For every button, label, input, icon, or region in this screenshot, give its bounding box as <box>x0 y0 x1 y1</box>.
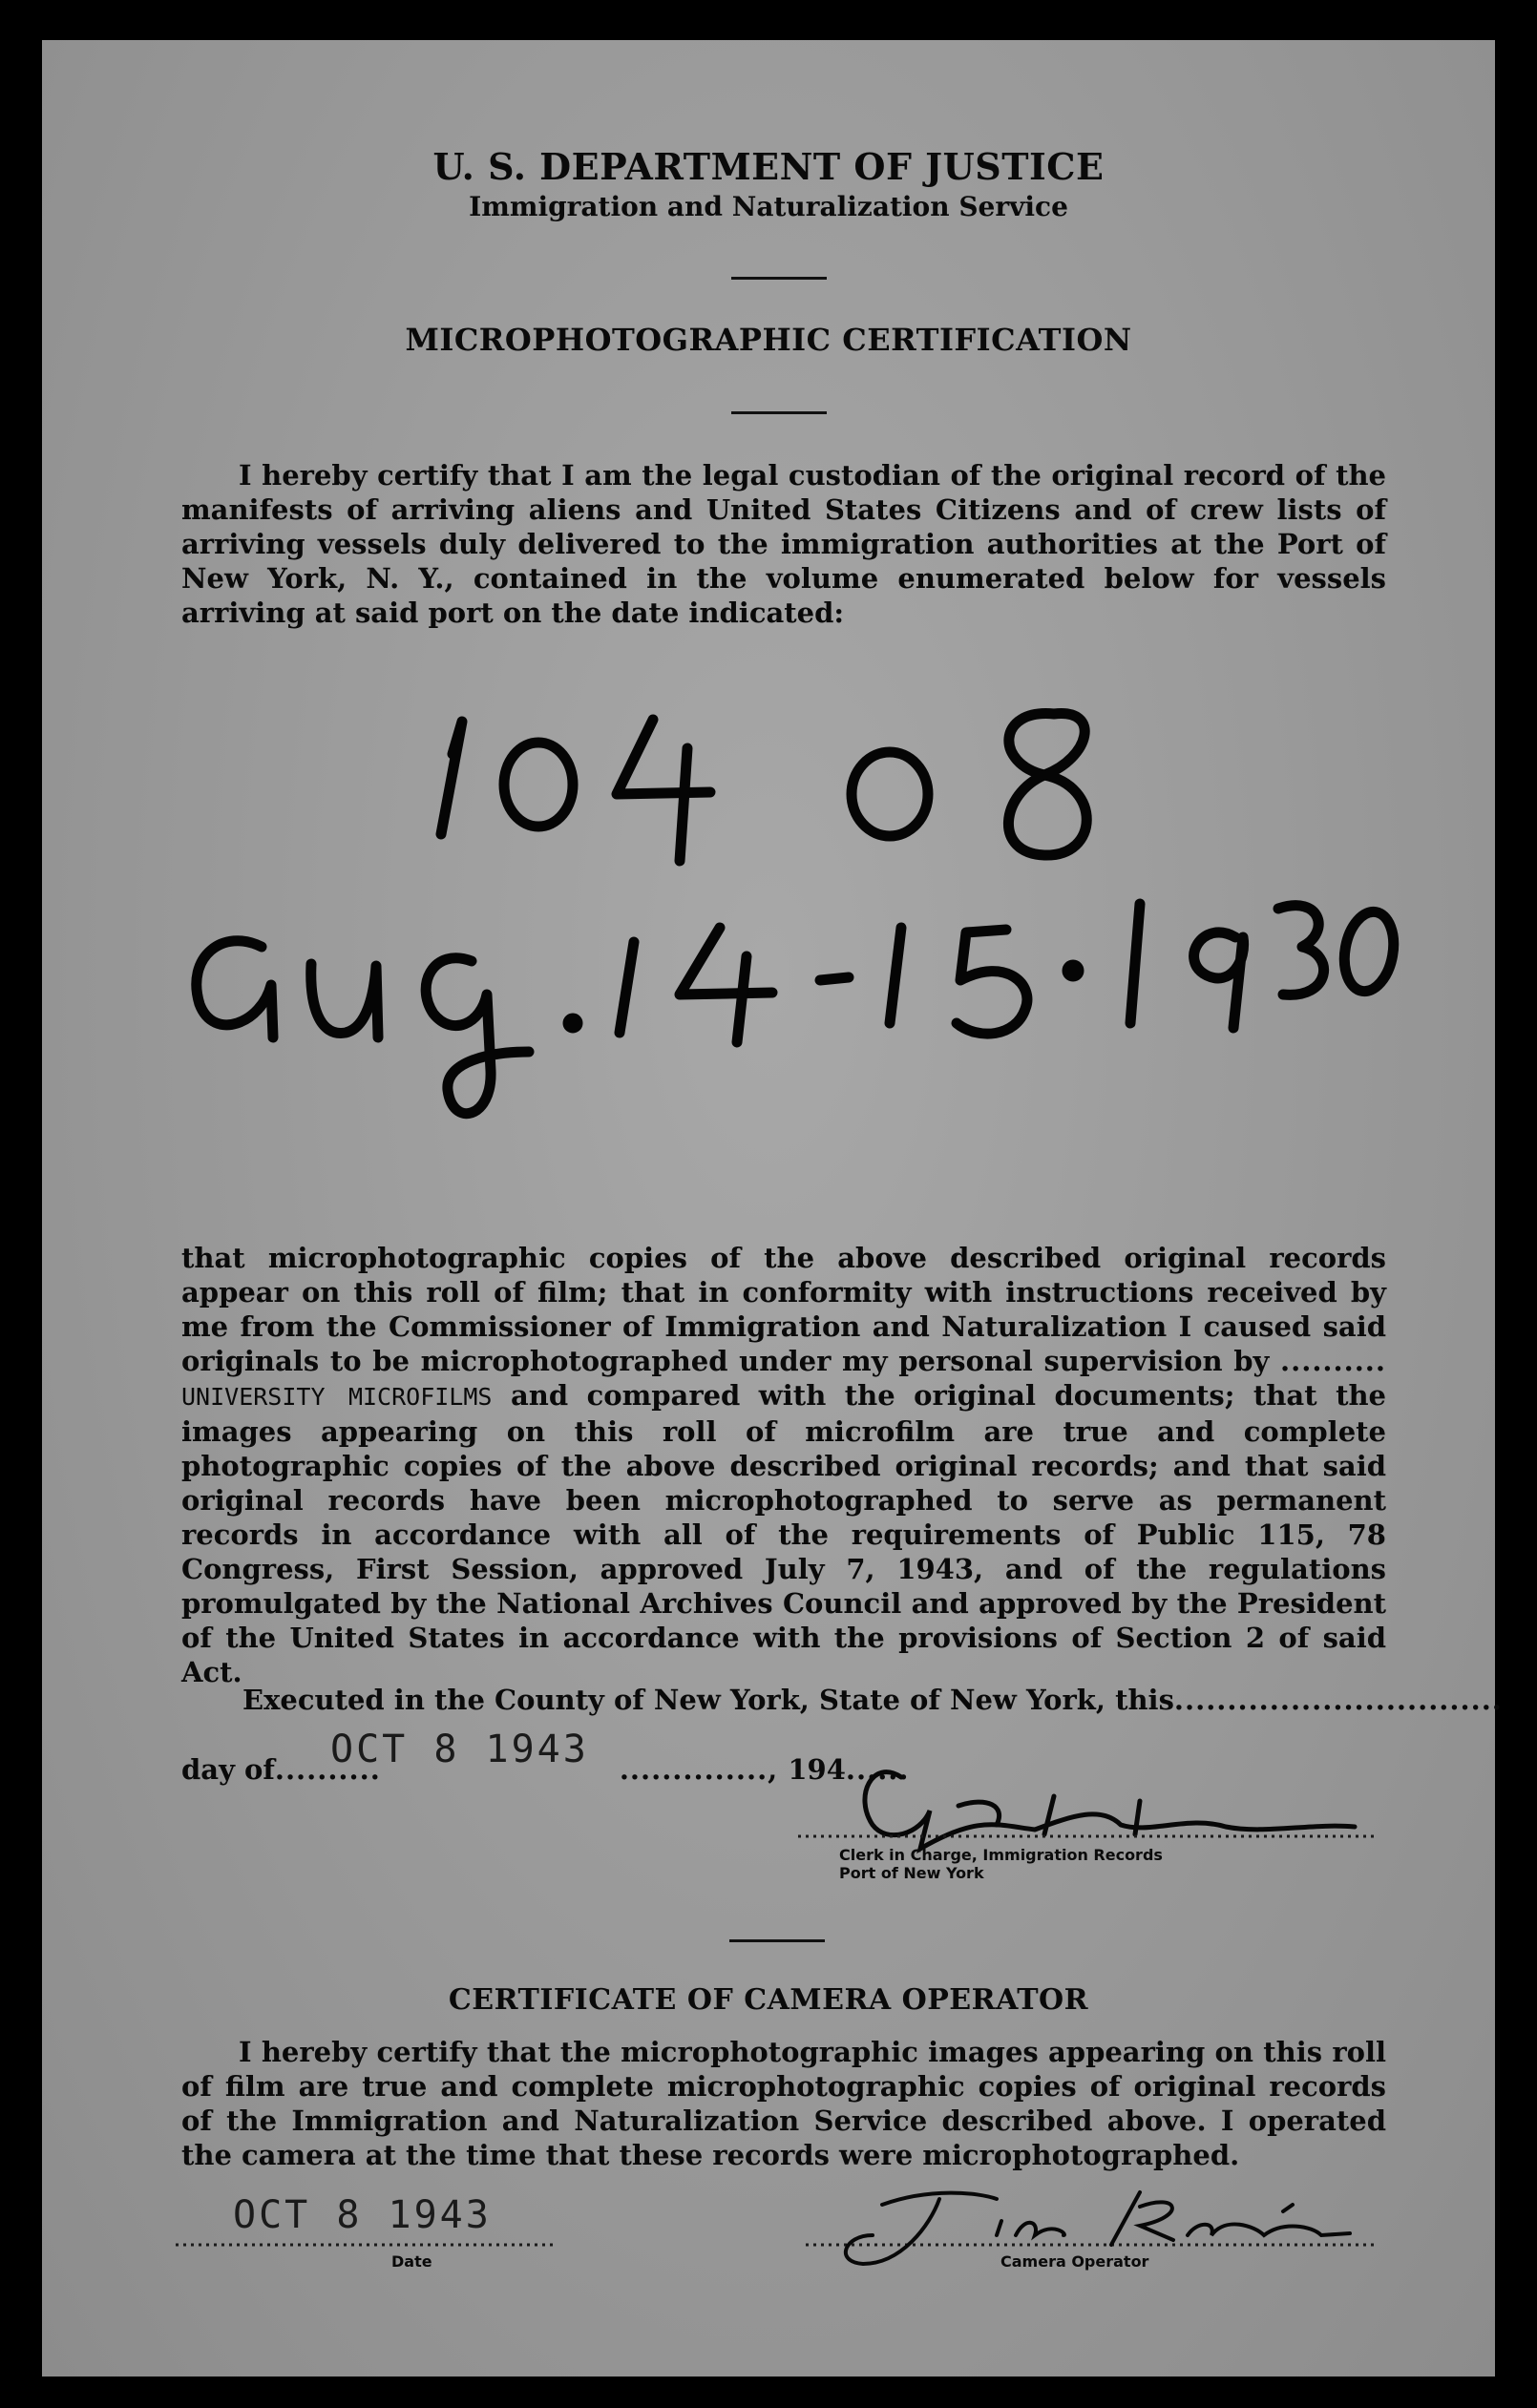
body-text-part2: and compared with the original documents; that the images appearing on this roll of microfilm are true and complete photographic copies of the above described original records; and that said original records have been microphotographed to serve as permanent records in accordance with all of the requirements of Public 115, 78 Congress, First Session, approved July 7, 1943, and of the regulations promulgated by the National Archives Council and approved by the President of the United States in accordance with the provisions of Section 2 of said Act. <box>181 1379 1386 1688</box>
certification-body <box>181 1241 1386 1689</box>
execution-text: Executed in the County of New York, State of New York, this <box>242 1684 1174 1716</box>
day-of-dots-after: .............., <box>619 1753 779 1786</box>
execution-dots: ............................... <box>1173 1684 1503 1716</box>
camera-certificate-title: CERTIFICATE OF CAMERA OPERATOR <box>448 1983 1089 2017</box>
camera-certificate-text: I hereby certify that the microphotographic images appearing on this roll of film are true and complete microphotographic copies of original records of the Immigration and Naturalization Service described above. I operated the camera at the time that these records were microphotographed. <box>181 2036 1386 2171</box>
execution-line <box>242 1684 1503 1716</box>
handwritten-entry <box>42 40 1495 1185</box>
day-of-label: day of <box>181 1753 275 1786</box>
microfilm-company: UNIVERSITY MICROFILMS <box>181 1383 493 1411</box>
body-text-part1: that microphotographic copies of the above described original records appear on this roll of film; that in conformity with instructions received by me from the Commissioner of Immigration and Naturalization I caused said originals to be microphotographed under my personal supervision by <box>181 1242 1386 1377</box>
operator-label: Camera Operator <box>1000 2252 1149 2271</box>
certification-title: MICROPHOTOGRAPHIC CERTIFICATION <box>405 322 1132 358</box>
camera-date-stamp: OCT 8 1943 <box>233 2193 492 2237</box>
department-heading: U. S. DEPARTMENT OF JUSTICE <box>432 145 1105 188</box>
year-dots: ...... <box>845 1753 910 1786</box>
body-leader-dots: .......... <box>1280 1345 1386 1377</box>
clerk-caption <box>839 1846 1163 1882</box>
divider-rule <box>729 1939 825 1942</box>
certificate-page <box>42 40 1503 2377</box>
clerk-title: Clerk in Charge, Immigration Records <box>839 1846 1163 1864</box>
service-subheading: Immigration and Naturalization Service <box>469 191 1068 222</box>
date-label: Date <box>391 2252 432 2271</box>
day-of-dots: .......... <box>274 1753 381 1786</box>
clerk-port: Port of New York <box>839 1864 984 1882</box>
intro-paragraph: I hereby certify that I am the legal custodian of the original record of the manifests of arriving aliens and United States Citizens and of crew lists of arriving vessels duly delivered to the immigration authorities at the Port of New York, N. Y., contained in the volume enumerated below for vessels arriving at said port on the date indicated: <box>181 459 1386 629</box>
year-prefix: 194 <box>788 1753 846 1786</box>
date-stamp: OCT 8 1943 <box>330 1727 589 1771</box>
